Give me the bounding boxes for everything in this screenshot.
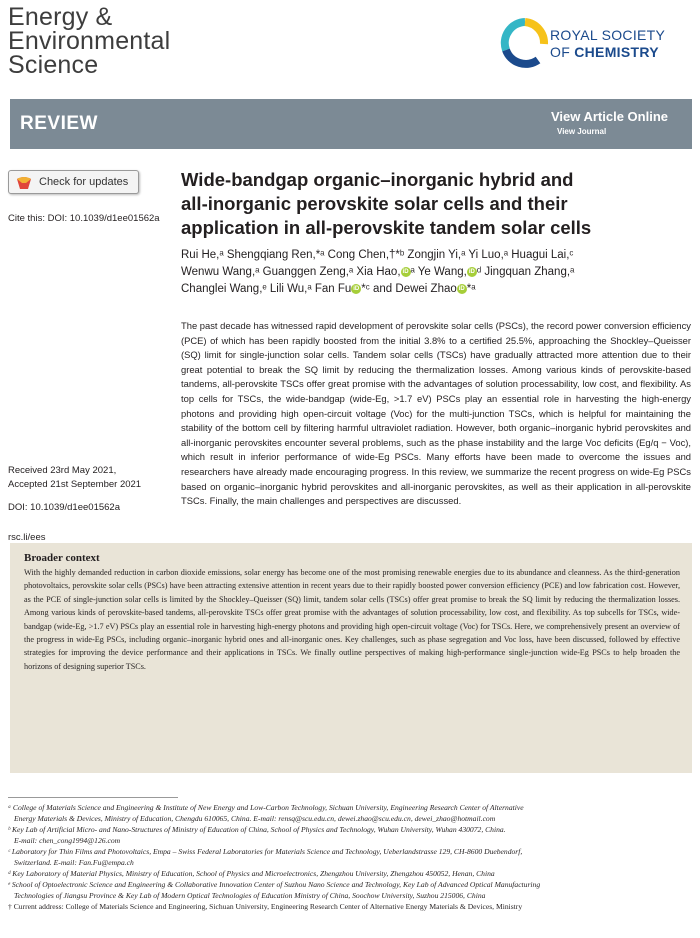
current-address: † Current address: College of Materials Science and Engineering, Sichuan University, Engineering Research Center of Alternative Energy Materials & Devices, Ministry <box>8 902 523 911</box>
publisher-chemistry: CHEMISTRY <box>574 44 659 60</box>
publisher-prefix: OF <box>550 44 575 60</box>
title-line3: application in all-perovskite tandem solar cells <box>181 217 592 238</box>
publisher-name <box>550 27 665 61</box>
view-article-online-link[interactable]: View Article Online <box>550 109 668 124</box>
orcid-icon[interactable]: iD <box>458 285 465 292</box>
title-line1: Wide-bandgap organic–inorganic hybrid and <box>181 169 574 190</box>
broader-context-box <box>10 543 692 773</box>
affiliation-line: Switzerland. E-mail: Fan.Fu@empa.ch <box>14 858 134 867</box>
abstract: The past decade has witnessed rapid development of perovskite solar cells (PSCs), the record power conversion efficiency (PCE) of which has been rapidly boosted from the initial 3.8% to a certified 25.5%, approaching the Shockley–Queisser (SQ) limit for single-junction solar cells. Tandem solar cells (TSCs) have gradually attracted more attention due to their great potential to break the SQ limit by reducing the thermalization losses. Among various kinds of perovskite-based tandems, all-perovskite TSCs offer great promise with the advantages of solution processability, low cost, and flexibility. As top cells for TSCs, the wide-bandgap (wide-Eg, >1.7 eV) PSCs play an essential role in harvesting the high-energy photons and providing high open-circuit voltage (Voc) for the multi-junction TSCs, which is helpful for maintaining the stability of the bottom cell by filtering harmful ultraviolet radiation. However, both organic–inorganic hybrid perovskites and all-inorganic perovskites encounter several problems, such as the phase instability and the large Voc deficits (Eg/q − Voc), which result in inferior performance of wide-Eg PSCs. Many efforts have been made to overcome the issues and researchers have already made encouraging progress. In this review, we summarize the recent progress on wide-Eg PSCs based on organic–inorganic hybrid perovskites and all-inorganic perovskites, as well as their application in all-perovskite TSCs. Finally, the main challenges and perspectives are discussed. <box>181 320 691 507</box>
doi: DOI: 10.1039/d1ee01562a <box>8 502 120 513</box>
authors-line2 <box>181 264 691 281</box>
cite-this: Cite this: DOI: 10.1039/d1ee01562a <box>8 213 160 224</box>
accepted-date: Accepted 21st September 2021 <box>8 479 142 490</box>
journal-name <box>8 5 170 77</box>
check-for-updates-button[interactable] <box>8 170 139 194</box>
affiliation-line: ᵇ Key Lab of Artificial Micro- and Nano-Structures of Ministry of Education of China, School of Physics and Technology, Wuhan University, Wuhan 430072, China. <box>8 825 506 834</box>
affiliation-line: E-mail: chen_cong1994@126.com <box>14 836 121 845</box>
journal-name-line1: Energy & <box>8 3 113 31</box>
orcid-icon[interactable]: iD <box>402 268 409 275</box>
publisher-line1: ROYAL SOCIETY <box>550 27 666 43</box>
authors-line2-a: Wenwu Wang,ᵃ Guanggen Zeng,ᵃ Xia Hao, <box>181 266 401 278</box>
orcid-icon[interactable]: iD <box>468 268 475 275</box>
author-list <box>181 247 691 298</box>
affiliation-line: ᵃ College of Materials Science and Engineering & Institute of New Energy and Low-Carbon Technology, Sichuan University, Engineering Research Center of Alternative <box>8 803 524 812</box>
affiliations <box>8 802 698 912</box>
journal-name-line3: Science <box>8 51 99 79</box>
affiliation-line: ᵉ School of Optoelectronic Science and Engineering & Collaborative Innovation Center of Suzhou Nano Science and Technology, Key Lab of Advanced Optical Manufacturing <box>8 880 541 889</box>
article-type: REVIEW <box>20 113 98 134</box>
authors-line3-c: *ᵃ <box>466 283 476 295</box>
authors-line2-b: ᵃ Ye Wang, <box>410 266 467 278</box>
authors-line3 <box>181 281 691 298</box>
orcid-icon[interactable]: iD <box>353 285 360 292</box>
authors-line2-c: ᵈ Jingquan Zhang,ᵃ <box>476 266 575 278</box>
broader-context-heading: Broader context <box>24 552 100 564</box>
article-title <box>181 168 681 240</box>
footnote-divider <box>8 797 178 798</box>
journal-name-line2: Environmental <box>8 27 171 55</box>
affiliation-line: ᵈ Key Laboratory of Material Physics, Ministry of Education, School of Physics and Microelectronics, Zhengzhou University, Zhengzhou 450052, Henan, China <box>8 869 495 878</box>
affiliation-line: Technologies of Jiangsu Province & Key Lab of Modern Optical Technologies of Education Ministry of China, Soochow University, Suzhou 215006, China <box>14 891 486 900</box>
broader-context-text: With the highly demanded reduction in carbon dioxide emissions, solar energy has become one of the most promising renewable energies due to its abundance and cleanness. As the third-generation photovoltaics, perovskite solar cells (PSCs) have been attracting extensive attention in recent years due to their rapidly boosted power conversion efficiency (PCE) and low fabrication cost. However, as the PCE of single-junction solar cells is limited by the Shockley–Queisser (SQ) limit, tandem solar cells (TSCs) offer great promise to break the SQ limit by reducing the thermalization losses. Among various kinds of perovskite-based tandems, all-perovskite TSCs offer great promise with the advantages of solution processability, low cost, and flexibility. As top subcells for TSCs, wide-bandgap (wide-Eg, >1.7 eV) PSCs play an essential role in harvesting high-energy photons and providing high open-circuit voltage (Voc) for TSCs. Here, we comprehensively present an overview of the progress in wide-Eg PSCs, including organic–inorganic hybrid ones and all-inorganic ones. Key challenges, such as phase segregation and Voc loss, have been discussed, followed by effective strategies for improving the device performance and their applications in TSCs. We finally outline perspectives of making high-performance single-junction wide-Eg PSCs to help broaden the horizons of designing superior TSCs. <box>24 568 680 671</box>
received-date: Received 23rd May 2021, <box>8 465 117 476</box>
authors-line3-a: Changlei Wang,ᵉ Lili Wu,ᵃ Fan Fu <box>181 283 352 295</box>
authors-line1: Rui He,ᵃ Shengqiang Ren,*ᵃ Cong Chen,†*ᵇ Zongjin Yi,ᵃ Yi Luo,ᵃ Huagui Lai,ᶜ <box>181 249 574 261</box>
affiliation-line: ᶜ Laboratory for Thin Films and Photovoltaics, Empa – Swiss Federal Laboratories for Materials Science and Technology, Ueberlandstrasse 129, CH-8600 Duebendorf, <box>8 847 523 856</box>
crossmark-icon <box>15 175 33 190</box>
view-journal-link[interactable]: View Journal <box>557 127 607 136</box>
check-for-updates-label: Check for updates <box>39 176 129 188</box>
affiliation-line: Energy Materials & Devices, Ministry of Education, Chengdu 610065, China. E-mail: rensq@scu.edu.cn, dewei.zhao@scu.edu.cn, dewei_zhao@hotmail.com <box>14 814 496 823</box>
journal-link[interactable]: rsc.li/ees <box>8 532 46 543</box>
title-line2: all-inorganic perovskite solar cells and their <box>181 193 568 214</box>
authors-line3-b: *ᶜ and Dewei Zhao <box>361 283 457 295</box>
publisher-line2 <box>550 44 665 61</box>
article-type-banner <box>10 99 692 149</box>
